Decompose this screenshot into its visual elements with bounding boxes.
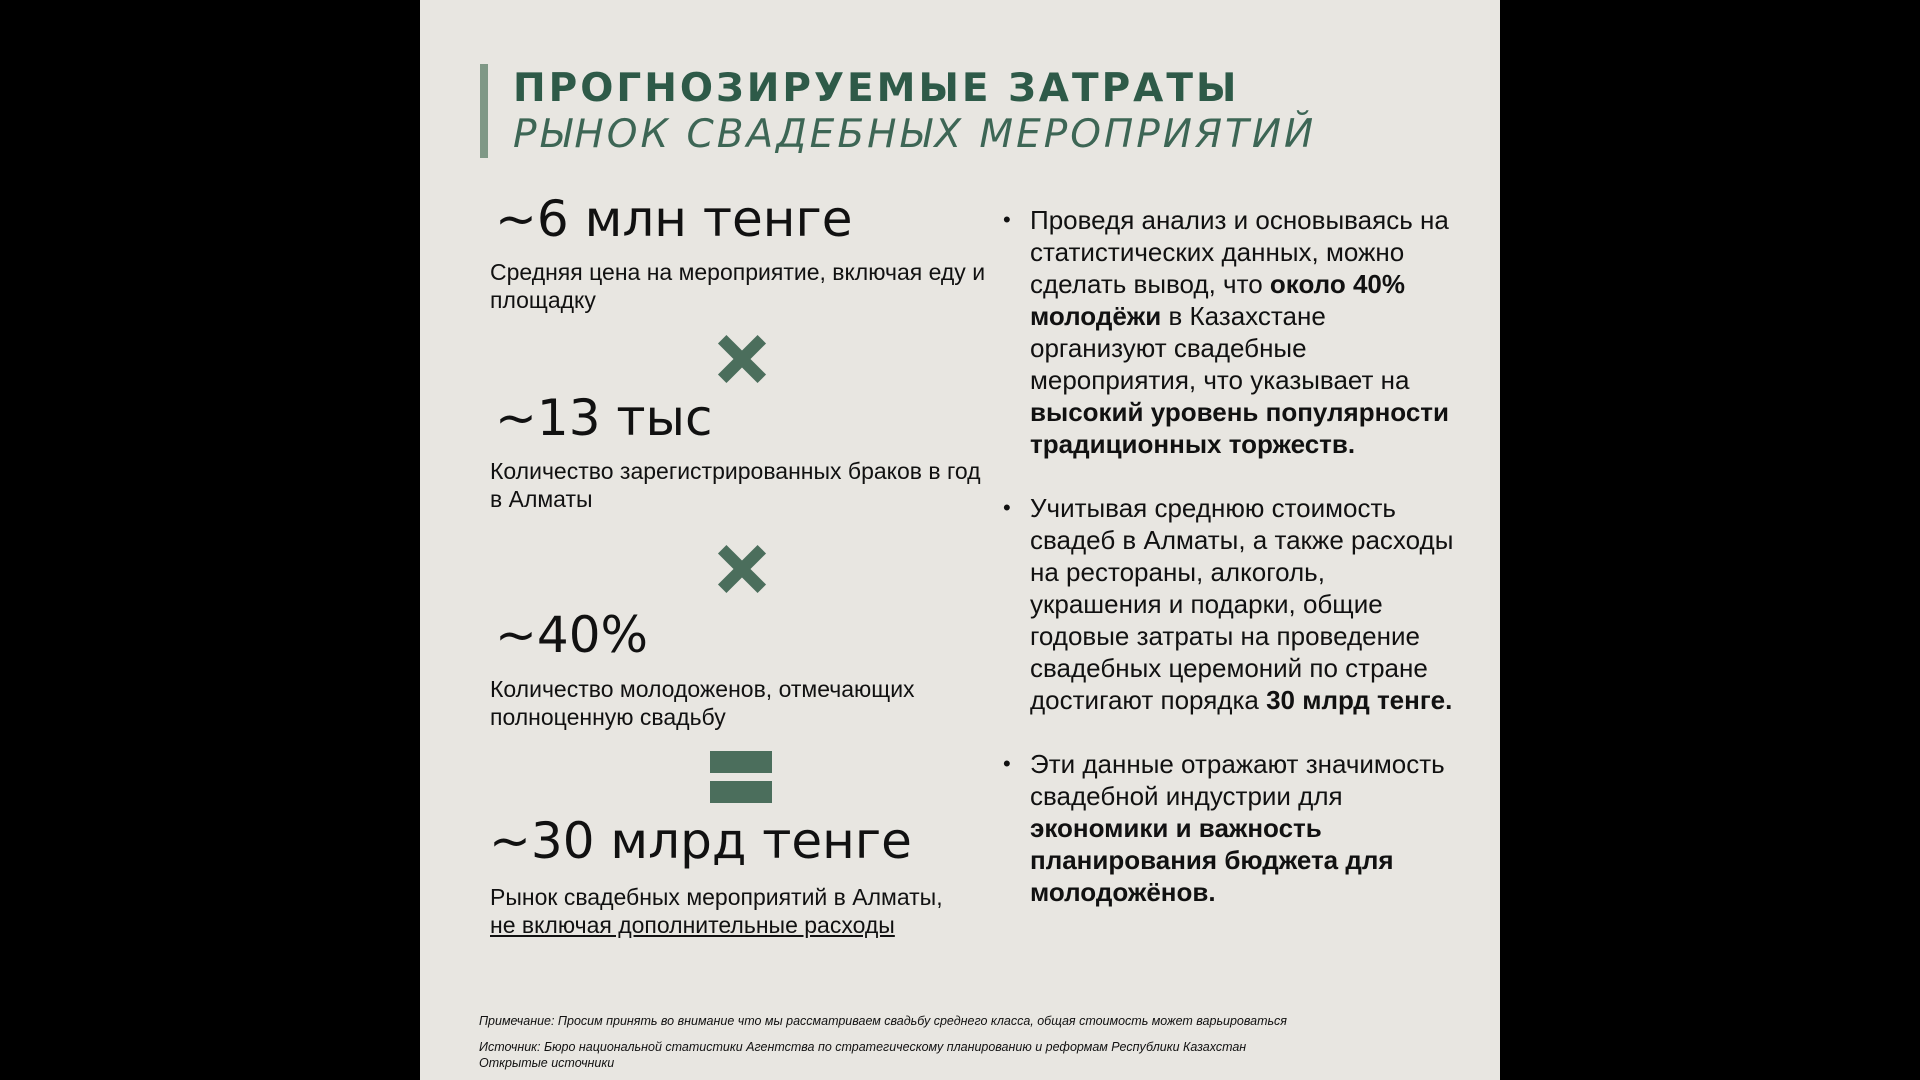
page-title: ПРОГНОЗИРУЕМЫЕ ЗАТРАТЫ (513, 66, 1240, 111)
bullet-icon: • (1003, 207, 1011, 232)
footnote-source: Источник: Бюро национальной статистики Агентства по стратегическому планированию и реформам Республики Казахстан (479, 1040, 1247, 1054)
metric-value-percent: ~40% (495, 606, 649, 664)
metric-desc-percent: Количество молодоженов, отмечающих полноценную свадьбу (490, 676, 915, 730)
footnote-open-sources: Открытые источники (479, 1056, 615, 1070)
list-item: • Эти данные отражают значимость свадебной индустрии для экономики и важность планирования бюджета для молодожёнов. (1003, 749, 1445, 907)
bullet-icon: • (1003, 751, 1011, 776)
footnote-note: Примечание: Просим принять во внимание что мы рассматриваем свадьбу среднего класса, общая стоимость может варьироваться (479, 1014, 1287, 1028)
metric-desc-marriages: Количество зарегистрированных браков в год в Алматы (490, 458, 981, 512)
page-subtitle: РЫНОК СВАДЕБНЫХ МЕРОПРИЯТИЙ (513, 112, 1317, 157)
metric-value-marriages: ~13 тыс (495, 389, 713, 447)
metric-desc-avg-price: Средняя цена на мероприятие, включая еду и площадку (490, 259, 986, 313)
list-item: • Учитывая среднюю стоимость свадеб в Алматы, а также расходы на рестораны, алкоголь, украшения и подарки, общие годовые затраты на проведение свадебных церемоний по стране достигают порядка 30 млрд тенге. (1003, 493, 1454, 715)
insights-list (1003, 204, 1463, 908)
multiply-icon (712, 539, 772, 599)
equals-icon (710, 751, 772, 803)
metric-desc-market-line2: не включая дополнительные расходы (490, 912, 895, 938)
list-item: • Проведя анализ и основываясь на статистических данных, можно сделать вывод, что около 40% молодёжи в Казахстане организуют свадебные мероприятия, что указывает на высокий уровень популярности традиционных торжеств. (1003, 205, 1450, 459)
metric-value-avg-price: ~6 млн тенге (495, 190, 853, 248)
bullet-icon: • (1003, 495, 1011, 520)
metric-desc-market-line1: Рынок свадебных мероприятий в Алматы, (490, 884, 943, 910)
metric-value-market: ~30 млрд тенге (489, 812, 912, 870)
metric-desc-market (490, 883, 990, 939)
title-accent-bar (480, 64, 488, 158)
multiply-icon (712, 329, 772, 389)
infographic-slide (420, 0, 1500, 1080)
